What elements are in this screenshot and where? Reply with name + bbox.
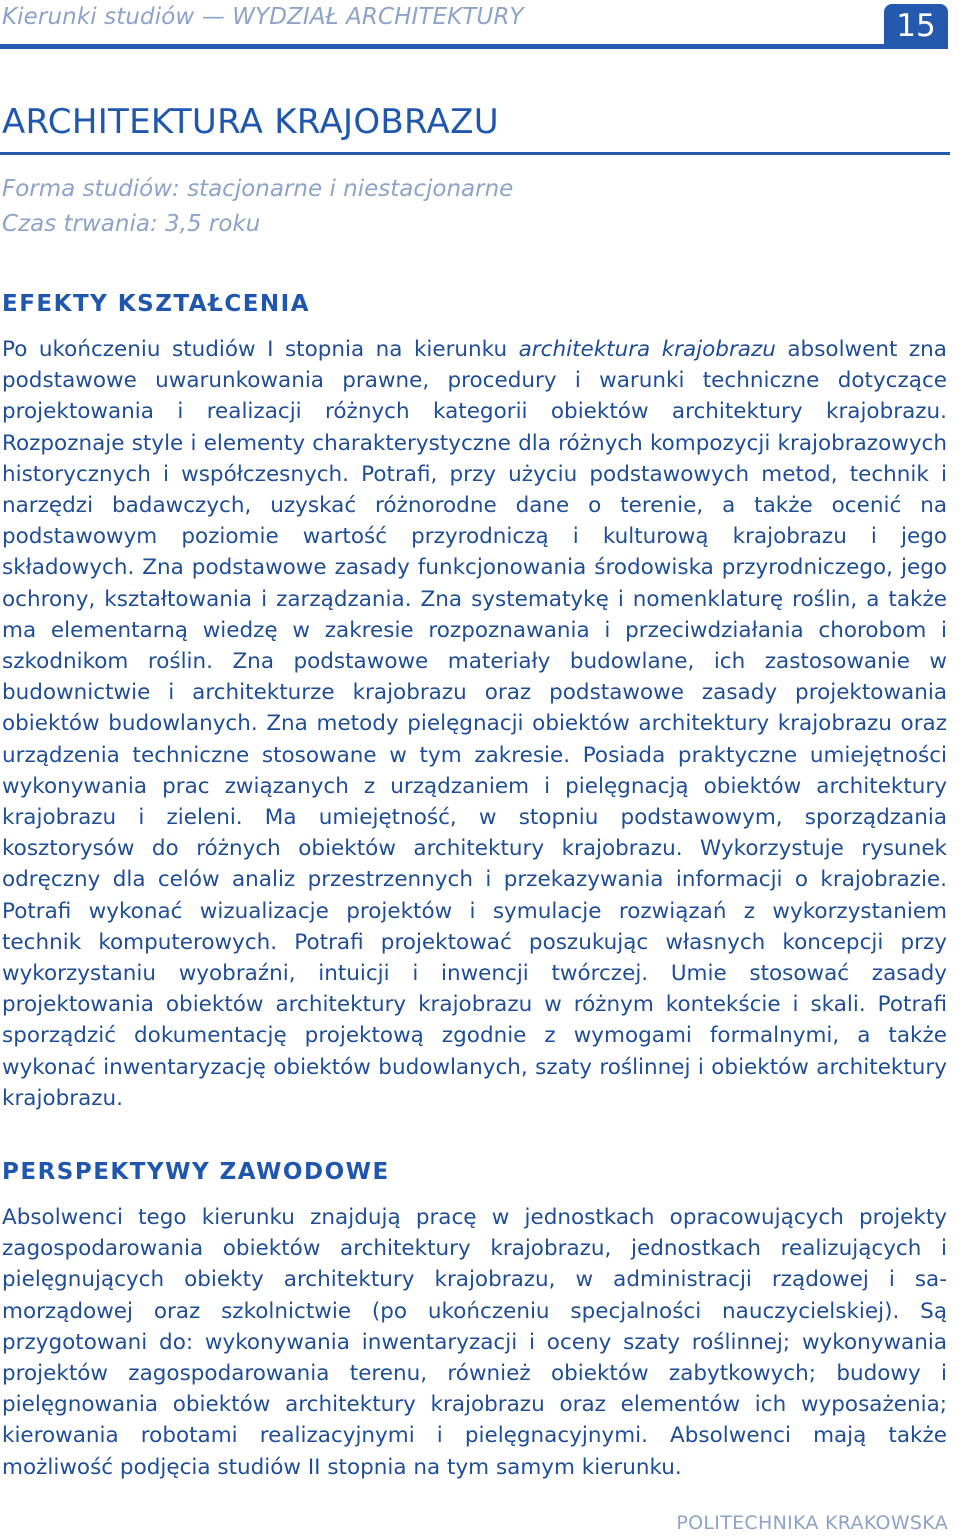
field-name-italic: architektura krajobrazu [518,337,776,362]
title-divider [0,152,950,155]
page-number-badge: 15 [884,4,948,48]
career-prospects-heading: PERSPEKTYWY ZAWODOWE [2,1159,390,1185]
footer-publisher: POLITECHNIKA KRAKOWSKA [676,1512,948,1534]
study-form: Forma studiów: stacjonarne i niestacjonarne [2,176,514,202]
career-prospects-paragraph: Absolwenci tego kierunku znajdują pracę w jednostkach opracowujących projekty zagospodarowania obiektów architektury krajobrazu, jednostkach realizujących i pielęgnujących obiekty architektury krajobrazu, w administracji rządowej i samorządowej oraz szkolnictwie (po ukończeniu specjalności nauczycielskiej). Są przygotowani do: wykonywania inwentaryzacji i oceny szaty roślinnej; wykonywania projektów zagospodarowania terenu, również obiektów zabytkowych; budowy i pielęgnowania obiektów architektury krajobrazu oraz elementów ich wyposażenia; kierowania robotami realizacyjnymi i pielęgnacyjnymi. Absolwenci mają także możliwość podjęcia studiów II stopnia na tym samym kierunku. [2,1205,947,1480]
learning-outcomes-intro: Po ukończeniu studiów I stopnia na kierunku [2,337,519,362]
running-head: Kierunki studiów — WYDZIAŁ ARCHITEKTURY [2,4,524,30]
learning-outcomes-heading: EFEKTY KSZTAŁCENIA [2,291,311,317]
study-info [2,172,513,242]
learning-outcomes-paragraph [2,334,947,1114]
learning-outcomes-body: absolwent zna podstawowe uwarunkowania prawne, procedury i warunki techniczne dotyczące projektowania i realizacji różnych kategorii obiektów architektury krajobrazu. Rozpoznaje style i elementy charakterystyczne dla różnych kompozycji krajobrazowych historycznych i współczesnych. Potrafi, przy użyciu podstawowych metod, technik i narzędzi badawczych, uzyskać różnorodne dane o terenie, a także ocenić na podstawowym poziomie wartość przyrodniczą i kulturową krajobrazu i jego składowych. Zna podstawowe zasady funkcjonowania środowiska przyrodniczego, jego ochrony, kształtowania i zarządzania. Zna systematykę i nomenklaturę roślin, a także ma elementarną wiedzę w zakresie rozpoznawania i przeciwdziałania chorobom i szkodnikom roślin. Zna podstawowe materiały budowlane, ich zastosowanie w budownictwie i architekturze krajobrazu oraz podstawowe zasady projektowania obiektów budowlanych. Zna metody pielęgnacji obiektów architektury krajobrazu oraz urządzenia techniczne stosowane w tym zakresie. Posiada praktyczne umiejętności wykonywania prac związanych z urządzaniem i pielęgnacją obiektów architektury krajobrazu i zieleni. Ma umiejętność, w stopniu podstawowym, sporządzania kosztorysów do różnych obiektów architektury krajobrazu. Wykorzystuje rysunek odręczny dla celów analiz przestrzennych i przekazywania informacji o krajobrazie. Potrafi wykonać wizualizacje projektów i symulacje rozwiązań z wykorzystaniem technik komputerowych. Potrafi projektować poszukując własnych koncepcji przy wykorzystaniu wyobraźni, intuicji i inwencji twórczej. Umie stosować zasady projektowania obiektów architektury krajobrazu w różnym kontekście i skali. Potrafi sporządzić dokumentację projektową zgodnie z wymogami formalnymi, a także wykonać inwentaryzację obiektów budowlanych, szaty roślinnej i obiektów architektury krajobrazu. [2,337,947,1111]
header-divider [0,44,948,49]
page-header [0,0,960,52]
page-title: ARCHITEKTURA KRAJOBRAZU [2,102,499,142]
study-duration: Czas trwania: 3,5 roku [2,211,261,237]
